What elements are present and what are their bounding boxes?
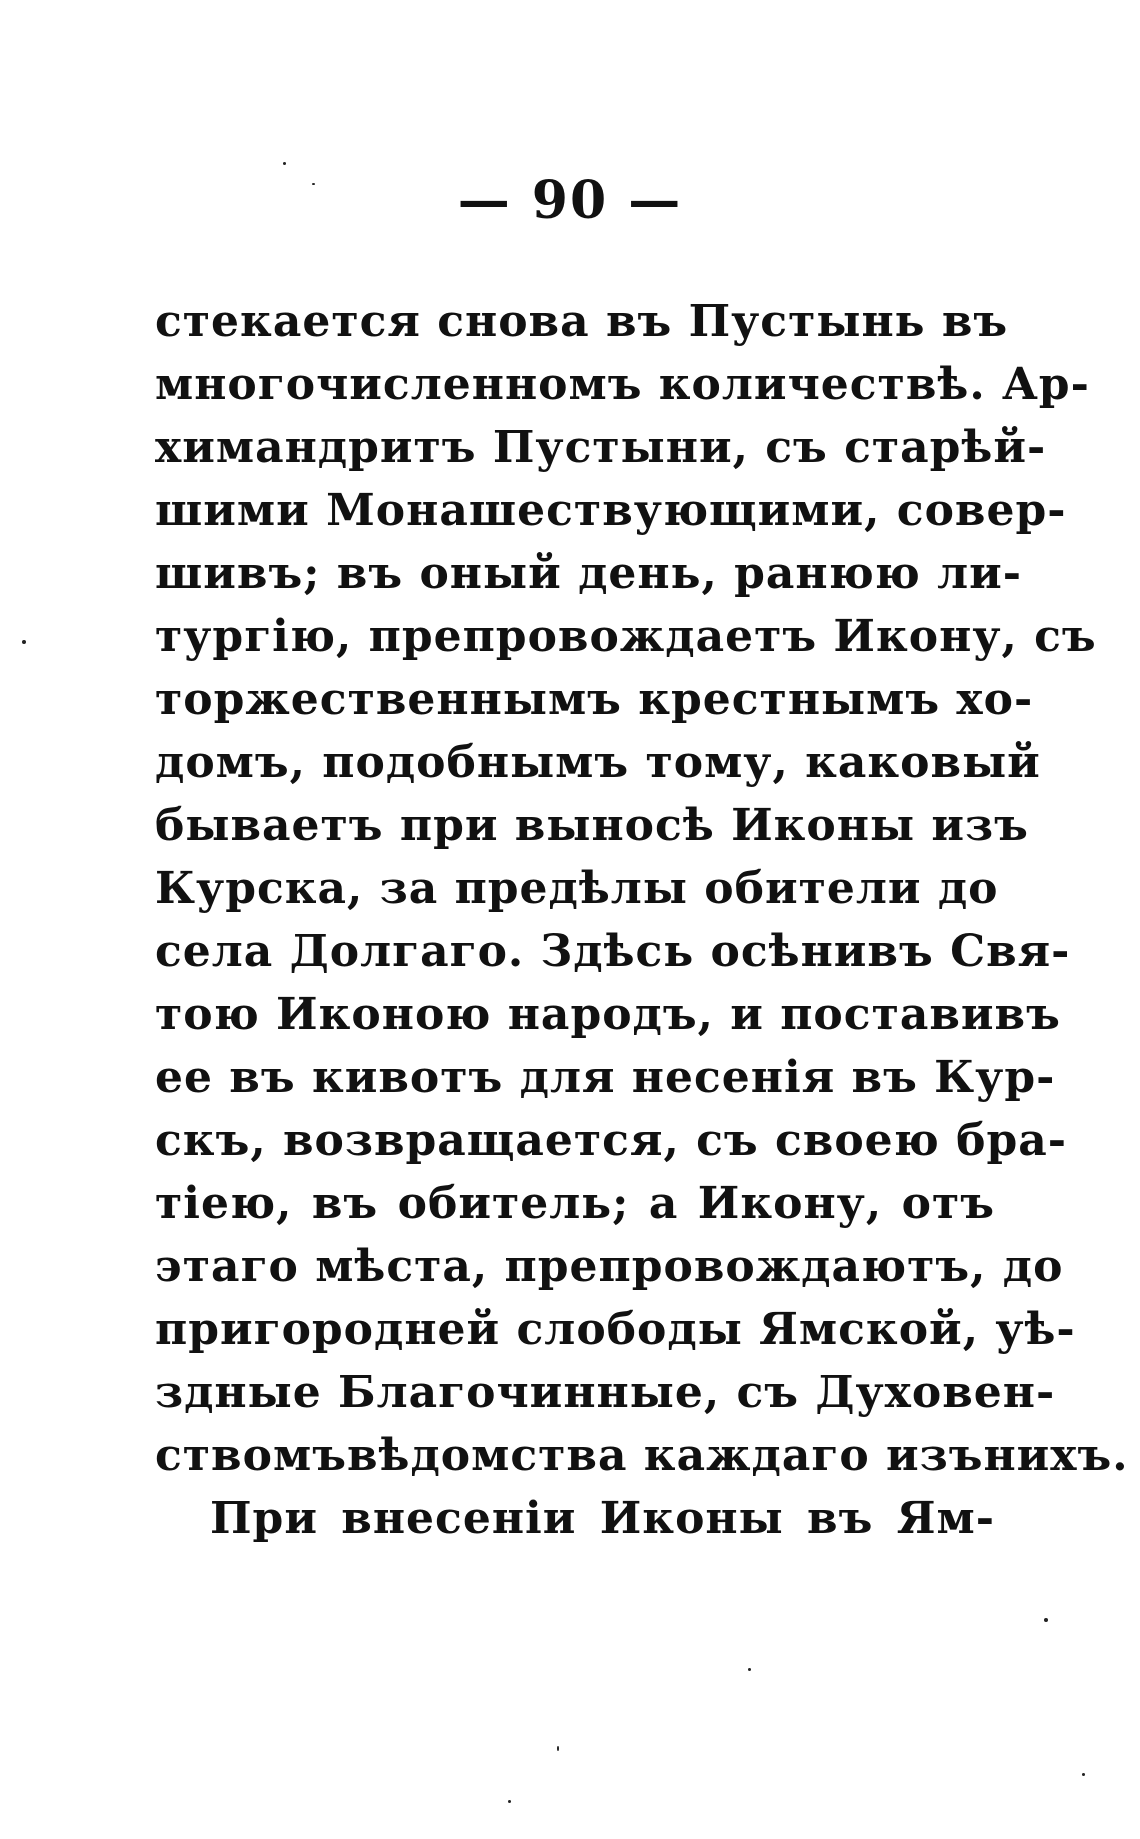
text-line: пригородней слободы Ямской, уѣ- <box>155 1304 1076 1355</box>
text-line: Курска, за предѣлы обители до <box>155 863 999 914</box>
page-number: — 90 — <box>457 170 683 231</box>
scan-speck <box>1082 1773 1085 1776</box>
text-line: села Долгаго. Здѣсь осѣнивъ Свя- <box>155 926 1071 977</box>
text-line: химандритъ Пустыни, съ старѣй- <box>155 422 1047 473</box>
text-line: многочисленномъ количествѣ. Ар- <box>155 359 1090 410</box>
scan-speck <box>508 1800 511 1803</box>
paragraph-start-line: При внесеніи Иконы въ Ям- <box>210 1493 995 1544</box>
text-line: ствомъвѣдомства каждаго изънихъ. <box>155 1430 1129 1481</box>
scan-speck <box>748 1668 751 1671</box>
text-line: тургію, препровождаетъ Икону, съ <box>155 611 1097 662</box>
text-line: тіею, въ обитель; а Икону, отъ <box>155 1178 995 1229</box>
text-line: бываетъ при выносѣ Иконы изъ <box>155 800 1029 851</box>
text-line: ее въ кивотъ для несенія въ Кур- <box>155 1052 1056 1103</box>
body-text <box>155 290 1129 1550</box>
text-line: шими Монашествующими, совер- <box>155 485 1067 536</box>
text-line: скъ, возвращается, съ своею бра- <box>155 1115 1067 1166</box>
scan-speck <box>1044 1618 1048 1622</box>
scan-speck <box>283 162 286 165</box>
text-line: этаго мѣста, препровождаютъ, до <box>155 1241 1064 1292</box>
text-line: стекается снова въ Пустынь въ <box>155 296 1009 347</box>
text-line: шивъ; въ оный день, ранюю ли- <box>155 548 1023 599</box>
text-line: тою Иконою народъ, и поставивъ <box>155 989 1061 1040</box>
text-line: домъ, подобнымъ тому, каковый <box>155 737 1041 788</box>
scan-speck <box>557 1746 559 1751</box>
text-line: торжественнымъ крестнымъ хо- <box>155 674 1034 725</box>
scan-speck <box>22 640 26 644</box>
text-line: здные Благочинные, съ Духовен- <box>155 1367 1056 1418</box>
scan-speck <box>312 183 315 185</box>
